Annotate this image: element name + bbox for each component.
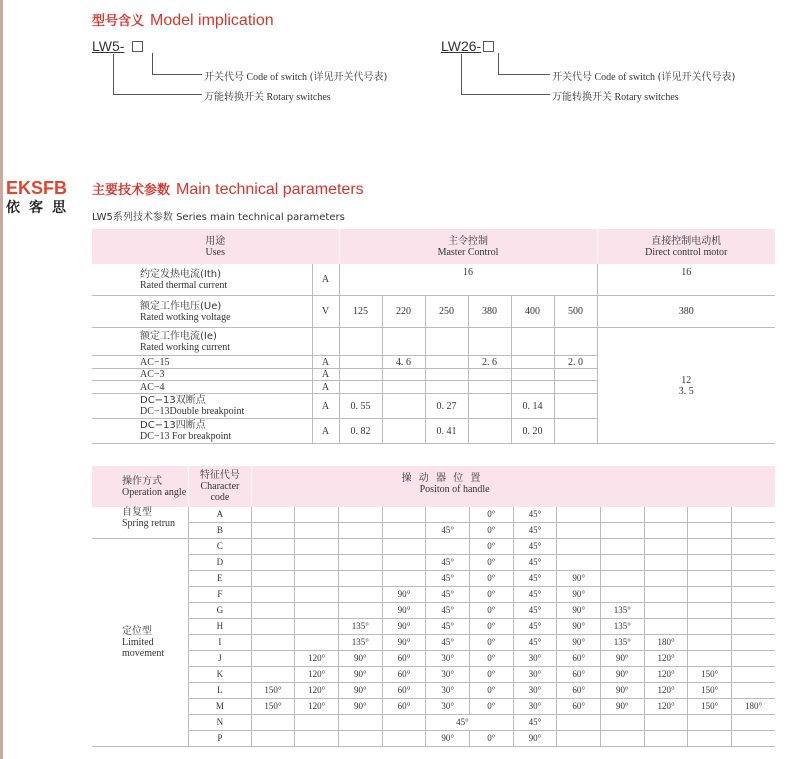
position-cell: 135° bbox=[600, 635, 644, 651]
position-cell: 150° bbox=[688, 683, 732, 699]
position-cell: 30° bbox=[426, 683, 470, 699]
position-cell: 60° bbox=[382, 683, 426, 699]
position-cell bbox=[688, 571, 732, 587]
position-cell: 30° bbox=[513, 651, 557, 667]
table-header-row bbox=[92, 467, 775, 507]
position-cell bbox=[295, 603, 339, 619]
position-cell: 90° bbox=[600, 667, 644, 683]
position-cell: 135° bbox=[600, 603, 644, 619]
position-cell bbox=[338, 603, 382, 619]
position-cell: 0° bbox=[469, 523, 513, 539]
table-row bbox=[92, 523, 775, 539]
table-row bbox=[92, 667, 775, 683]
position-cell bbox=[295, 635, 339, 651]
position-cell bbox=[600, 507, 644, 523]
character-code: N bbox=[189, 715, 251, 731]
connector-line bbox=[113, 54, 114, 94]
character-code: B bbox=[189, 523, 251, 539]
code-box-icon bbox=[132, 41, 143, 52]
character-code: M bbox=[189, 699, 251, 715]
position-cell bbox=[732, 507, 776, 523]
position-cell: 0° bbox=[469, 683, 513, 699]
position-cell bbox=[338, 571, 382, 587]
handle-position-table bbox=[92, 466, 775, 747]
rotary-switch-desc: 万能转换开关 Rotary switches bbox=[204, 92, 331, 103]
position-cell: 135° bbox=[338, 635, 382, 651]
position-cell bbox=[688, 715, 732, 731]
position-cell: 135° bbox=[600, 619, 644, 635]
character-code: H bbox=[189, 619, 251, 635]
connector-line bbox=[152, 53, 153, 74]
position-cell: 60° bbox=[557, 699, 601, 715]
position-cell: 30° bbox=[513, 667, 557, 683]
position-cell: 90° bbox=[557, 603, 601, 619]
position-cell bbox=[382, 523, 426, 539]
table-row: AC−4 A bbox=[92, 381, 775, 394]
connector-line bbox=[498, 74, 550, 75]
table-row: 额定工作电压(Ue) Rated wotking voltage V 125 220 250 380 400 500 380 bbox=[92, 296, 775, 328]
master-control-header: 主令控制 Master Control bbox=[339, 230, 597, 264]
position-cell: 0° bbox=[469, 699, 513, 715]
position-cell: 0° bbox=[469, 635, 513, 651]
position-cell: 120° bbox=[295, 651, 339, 667]
position-cell bbox=[688, 507, 732, 523]
table-row bbox=[92, 731, 775, 747]
position-cell bbox=[688, 603, 732, 619]
position-cell bbox=[600, 523, 644, 539]
switch-code-desc: 开关代号 Code of switch (详见开关代号表) bbox=[552, 72, 736, 83]
character-code-header: 特征代号 Character code bbox=[189, 467, 251, 507]
model-code-lw5 bbox=[92, 38, 143, 54]
position-cell bbox=[426, 507, 470, 523]
position-cell bbox=[688, 523, 732, 539]
position-cell bbox=[600, 555, 644, 571]
position-cell: 120° bbox=[295, 683, 339, 699]
position-cell bbox=[338, 507, 382, 523]
position-cell bbox=[600, 715, 644, 731]
position-cell bbox=[644, 731, 688, 747]
connector-line bbox=[152, 74, 202, 75]
position-cell: 90° bbox=[600, 651, 644, 667]
character-code: A bbox=[189, 507, 251, 523]
position-cell bbox=[557, 507, 601, 523]
position-cell bbox=[295, 555, 339, 571]
table-row bbox=[92, 683, 775, 699]
position-cell: 45° bbox=[426, 715, 513, 731]
position-cell bbox=[295, 731, 339, 747]
spring-return-group: 自复型 Spring retrun bbox=[92, 507, 189, 539]
position-cell: 90° bbox=[382, 587, 426, 603]
position-cell bbox=[644, 571, 688, 587]
position-cell: 60° bbox=[557, 651, 601, 667]
position-cell bbox=[251, 731, 295, 747]
position-cell: 45° bbox=[513, 507, 557, 523]
position-cell: 45° bbox=[426, 587, 470, 603]
position-cell: 90° bbox=[600, 683, 644, 699]
position-cell bbox=[382, 555, 426, 571]
main-params-title bbox=[92, 179, 364, 199]
position-cell bbox=[732, 731, 776, 747]
position-cell bbox=[644, 619, 688, 635]
character-code: G bbox=[189, 603, 251, 619]
position-cell bbox=[732, 667, 776, 683]
table-row bbox=[92, 603, 775, 619]
position-cell bbox=[557, 523, 601, 539]
position-cell: 90° bbox=[557, 587, 601, 603]
logo-text-cn: 依客思 bbox=[6, 200, 75, 216]
rotary-switch-desc: 万能转换开关 Rotary switches bbox=[552, 92, 679, 103]
page-left-border bbox=[0, 0, 3, 759]
position-cell: 0° bbox=[469, 507, 513, 523]
position-cell bbox=[382, 715, 426, 731]
logo-text-en: EKSFB bbox=[6, 178, 68, 198]
position-cell: 30° bbox=[426, 667, 470, 683]
model-code: LW26- bbox=[441, 38, 482, 54]
position-cell bbox=[295, 715, 339, 731]
character-code: D bbox=[189, 555, 251, 571]
position-cell: 150° bbox=[251, 699, 295, 715]
position-cell: 45° bbox=[513, 539, 557, 555]
position-cell bbox=[382, 571, 426, 587]
position-cell bbox=[732, 571, 776, 587]
position-cell: 120° bbox=[644, 683, 688, 699]
position-cell: 0° bbox=[469, 619, 513, 635]
position-cell bbox=[295, 587, 339, 603]
position-cell bbox=[732, 587, 776, 603]
position-cell: 120° bbox=[295, 667, 339, 683]
main-params-title-en: Main technical parameters bbox=[176, 181, 364, 198]
position-cell: 150° bbox=[688, 667, 732, 683]
position-cell bbox=[426, 539, 470, 555]
position-cell bbox=[251, 507, 295, 523]
table-row: DC−13双断点 DC−13Double breakpoint A 0. 55 0. 27 0. 14 bbox=[92, 394, 775, 419]
position-cell bbox=[644, 603, 688, 619]
position-cell bbox=[382, 731, 426, 747]
position-cell bbox=[732, 651, 776, 667]
technical-parameters-table bbox=[92, 229, 775, 444]
table-row: AC−3 A bbox=[92, 369, 775, 381]
position-cell: 45° bbox=[513, 603, 557, 619]
character-code: P bbox=[189, 731, 251, 747]
position-cell: 120° bbox=[644, 699, 688, 715]
position-cell bbox=[251, 539, 295, 555]
table-row bbox=[92, 635, 775, 651]
position-cell bbox=[600, 731, 644, 747]
direct-current-values: 12 3. 5 bbox=[597, 328, 775, 444]
position-cell: 45° bbox=[426, 523, 470, 539]
position-cell bbox=[338, 539, 382, 555]
position-cell bbox=[295, 571, 339, 587]
main-params-title-cn: 主要技术参数 bbox=[92, 182, 171, 197]
position-cell bbox=[382, 507, 426, 523]
character-code: I bbox=[189, 635, 251, 651]
position-cell bbox=[732, 619, 776, 635]
position-cell: 90° bbox=[600, 699, 644, 715]
position-cell bbox=[688, 555, 732, 571]
character-code: J bbox=[189, 651, 251, 667]
position-cell bbox=[295, 507, 339, 523]
position-cell bbox=[688, 619, 732, 635]
position-cell bbox=[557, 731, 601, 747]
character-code: C bbox=[189, 539, 251, 555]
limited-movement-group: 定位型 Limited movement bbox=[92, 539, 189, 747]
position-cell: 120° bbox=[644, 651, 688, 667]
position-cell: 45° bbox=[513, 619, 557, 635]
position-cell: 45° bbox=[513, 555, 557, 571]
connector-line bbox=[461, 54, 462, 94]
position-cell: 60° bbox=[382, 651, 426, 667]
model-title-en: Model implication bbox=[150, 12, 274, 29]
position-cell: 60° bbox=[557, 683, 601, 699]
position-cell: 0° bbox=[469, 571, 513, 587]
position-cell: 45° bbox=[426, 619, 470, 635]
position-cell: 150° bbox=[688, 699, 732, 715]
position-cell: 45° bbox=[426, 571, 470, 587]
position-cell: 90° bbox=[338, 699, 382, 715]
position-cell: 45° bbox=[426, 555, 470, 571]
direct-control-header: 直接控制电动机 Direct control motor bbox=[597, 230, 775, 264]
character-code: F bbox=[189, 587, 251, 603]
position-cell: 90° bbox=[382, 619, 426, 635]
position-cell: 90° bbox=[382, 635, 426, 651]
position-cell bbox=[251, 619, 295, 635]
position-cell: 30° bbox=[426, 651, 470, 667]
position-cell: 90° bbox=[338, 667, 382, 683]
position-cell: 180° bbox=[644, 635, 688, 651]
position-cell: 45° bbox=[513, 715, 557, 731]
position-cell: 150° bbox=[251, 683, 295, 699]
table-row: AC−15 A 4. 6 2. 6 2. 0 bbox=[92, 356, 775, 369]
connector-line bbox=[461, 94, 550, 95]
position-cell bbox=[251, 571, 295, 587]
position-cell: 90° bbox=[557, 619, 601, 635]
position-cell: 60° bbox=[382, 699, 426, 715]
position-cell: 90° bbox=[338, 651, 382, 667]
series-subtitle: LW5系列技术参数 Series main technical parameters bbox=[92, 212, 345, 223]
position-cell: 90° bbox=[338, 683, 382, 699]
model-code: LW5- bbox=[92, 38, 125, 54]
table-row: 约定发热电流(Ith) Rated thermal current A 16 16 bbox=[92, 264, 775, 296]
character-code: K bbox=[189, 667, 251, 683]
table-row bbox=[92, 619, 775, 635]
position-cell bbox=[251, 651, 295, 667]
character-code: L bbox=[189, 683, 251, 699]
position-cell: 135° bbox=[338, 619, 382, 635]
position-cell: 0° bbox=[469, 603, 513, 619]
position-cell: 0° bbox=[469, 539, 513, 555]
position-cell bbox=[251, 587, 295, 603]
position-cell bbox=[382, 539, 426, 555]
position-cell: 45° bbox=[513, 571, 557, 587]
position-cell bbox=[732, 635, 776, 651]
position-cell bbox=[644, 555, 688, 571]
position-cell bbox=[338, 731, 382, 747]
position-cell bbox=[600, 539, 644, 555]
position-cell: 90° bbox=[382, 603, 426, 619]
table-row bbox=[92, 507, 775, 523]
position-cell bbox=[688, 635, 732, 651]
position-cell bbox=[732, 523, 776, 539]
table-row bbox=[92, 715, 775, 731]
position-cell bbox=[251, 715, 295, 731]
position-cell bbox=[688, 651, 732, 667]
position-cell bbox=[251, 603, 295, 619]
position-cell: 30° bbox=[513, 683, 557, 699]
table-row: 额定工作电流(Ie) Rated working current 12 3. 5 bbox=[92, 328, 775, 356]
position-cell bbox=[338, 523, 382, 539]
position-cell bbox=[251, 635, 295, 651]
position-cell bbox=[732, 555, 776, 571]
position-cell: 30° bbox=[426, 699, 470, 715]
position-cell bbox=[295, 619, 339, 635]
position-cell bbox=[644, 715, 688, 731]
position-cell: 0° bbox=[469, 587, 513, 603]
position-cell: 60° bbox=[382, 667, 426, 683]
position-cell bbox=[557, 555, 601, 571]
position-cell bbox=[732, 683, 776, 699]
position-cell: 90° bbox=[557, 571, 601, 587]
operation-angle-header: 操作方式 Operation angle bbox=[92, 467, 189, 507]
position-cell bbox=[644, 523, 688, 539]
position-cell bbox=[338, 555, 382, 571]
connector-line bbox=[113, 94, 202, 95]
position-cell bbox=[688, 539, 732, 555]
uses-header: 用途 Uses bbox=[92, 230, 339, 264]
position-cell bbox=[295, 523, 339, 539]
table-row bbox=[92, 699, 775, 715]
handle-position-header: 操 动 器 位 置 Positon of handle bbox=[251, 467, 775, 507]
character-code: E bbox=[189, 571, 251, 587]
position-cell: 45° bbox=[426, 603, 470, 619]
position-cell: 45° bbox=[513, 523, 557, 539]
position-cell bbox=[600, 571, 644, 587]
table-row: DC−13四断点 DC−13 For breakpoint A 0. 82 0. 41 0. 20 bbox=[92, 419, 775, 444]
position-cell bbox=[338, 715, 382, 731]
position-cell: 120° bbox=[295, 699, 339, 715]
position-cell bbox=[688, 587, 732, 603]
position-cell: 45° bbox=[513, 635, 557, 651]
position-cell: 0° bbox=[469, 651, 513, 667]
position-cell bbox=[557, 715, 601, 731]
position-cell: 90° bbox=[513, 731, 557, 747]
position-cell bbox=[251, 523, 295, 539]
code-box-icon bbox=[483, 41, 494, 52]
position-cell bbox=[732, 539, 776, 555]
table-row bbox=[92, 571, 775, 587]
position-cell: 180° bbox=[732, 699, 776, 715]
position-cell: 0° bbox=[469, 555, 513, 571]
position-cell: 0° bbox=[469, 667, 513, 683]
position-cell bbox=[251, 555, 295, 571]
position-cell bbox=[338, 587, 382, 603]
position-cell bbox=[295, 539, 339, 555]
position-cell bbox=[732, 603, 776, 619]
position-cell: 90° bbox=[426, 731, 470, 747]
model-title-cn: 型号含义 bbox=[92, 13, 145, 28]
connector-line bbox=[498, 53, 499, 74]
position-cell: 90° bbox=[557, 635, 601, 651]
position-cell bbox=[557, 539, 601, 555]
table-row bbox=[92, 651, 775, 667]
position-cell bbox=[644, 507, 688, 523]
table-header-row bbox=[92, 230, 775, 264]
position-cell: 30° bbox=[513, 699, 557, 715]
switch-code-desc: 开关代号 Code of switch (详见开关代号表) bbox=[204, 72, 388, 83]
table-row bbox=[92, 555, 775, 571]
position-cell: 120° bbox=[644, 667, 688, 683]
position-cell: 45° bbox=[426, 635, 470, 651]
model-code-lw26 bbox=[441, 38, 494, 54]
position-cell: 60° bbox=[557, 667, 601, 683]
position-cell bbox=[732, 715, 776, 731]
position-cell bbox=[251, 667, 295, 683]
position-cell: 0° bbox=[469, 731, 513, 747]
model-implication-title bbox=[92, 10, 274, 30]
position-cell bbox=[600, 587, 644, 603]
position-cell: 45° bbox=[513, 587, 557, 603]
position-cell bbox=[644, 587, 688, 603]
table-row bbox=[92, 587, 775, 603]
position-cell bbox=[688, 731, 732, 747]
table-row bbox=[92, 539, 775, 555]
brand-logo bbox=[6, 178, 75, 217]
position-cell bbox=[644, 539, 688, 555]
